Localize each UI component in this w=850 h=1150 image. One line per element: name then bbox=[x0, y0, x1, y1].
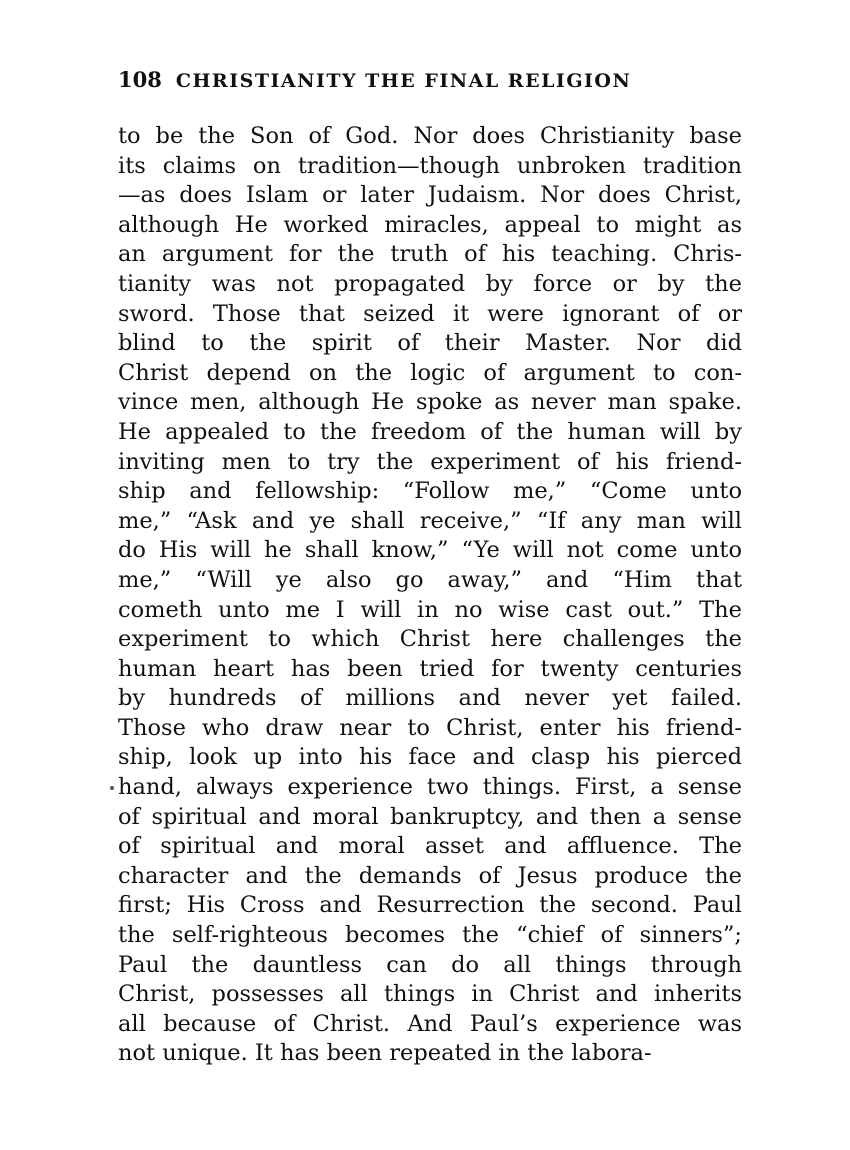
text-line: of spiritual and moral asset and affluence. The bbox=[118, 833, 742, 860]
text-line: by hundreds of millions and never yet failed. bbox=[118, 685, 742, 712]
text-line: hand, always experience two things. First, a sense bbox=[118, 774, 742, 801]
text-line: human heart has been tried for twenty centuries bbox=[118, 655, 742, 682]
text-line: cometh unto me I will in no wise cast out.” The bbox=[118, 596, 742, 623]
print-speck bbox=[110, 786, 114, 790]
text-line: experiment to which Christ here challenges the bbox=[118, 626, 742, 653]
text-line: Christ depend on the logic of argument to con- bbox=[118, 359, 742, 386]
text-line: ship, look up into his face and clasp his pierced bbox=[118, 744, 742, 771]
text-line: vince men, although He spoke as never man spake. bbox=[118, 389, 742, 416]
text-line: Paul the dauntless can do all things through bbox=[118, 951, 742, 978]
text-line: character and the demands of Jesus produce the bbox=[118, 862, 742, 889]
text-line: Those who draw near to Christ, enter his friend- bbox=[118, 714, 742, 741]
text-line: me,” “Ask and ye shall receive,” “If any man will bbox=[118, 507, 742, 534]
text-line: He appealed to the freedom of the human will by bbox=[118, 418, 742, 445]
text-line: blind to the spirit of their Master. Nor did bbox=[118, 330, 742, 357]
text-line: although He worked miracles, appeal to might as bbox=[118, 211, 742, 238]
text-line: Christ, possesses all things in Christ and inherits bbox=[118, 981, 742, 1008]
text-line: ship and fellowship: “Follow me,” “Come unto bbox=[118, 478, 742, 505]
text-line: first; His Cross and Resurrection the second. Paul bbox=[118, 892, 742, 919]
text-line: all because of Christ. And Paul’s experience was bbox=[118, 1010, 742, 1037]
running-head bbox=[118, 66, 758, 95]
text-line: tianity was not propagated by force or by the bbox=[118, 270, 742, 297]
text-line: not unique. It has been repeated in the labora- bbox=[118, 1040, 652, 1067]
text-line: an argument for the truth of his teaching. Chris- bbox=[118, 241, 742, 268]
text-line: of spiritual and moral bankruptcy, and then a sense bbox=[118, 803, 742, 830]
text-line: sword. Those that seized it were ignorant of or bbox=[118, 300, 742, 327]
text-line: inviting men to try the experiment of his friend- bbox=[118, 448, 742, 475]
text-line: to be the Son of God. Nor does Christianity base bbox=[118, 123, 742, 149]
text-line: —as does Islam or later Judaism. Nor does Christ, bbox=[118, 182, 742, 209]
text-line: the self-righteous becomes the “chief of sinners”; bbox=[118, 922, 742, 949]
text-line: its claims on tradition—though unbroken tradition bbox=[118, 152, 742, 179]
text-line: do His will he shall know,” “Ye will not come unto bbox=[118, 537, 742, 564]
text-line: me,” “Will ye also go away,” and “Him that bbox=[118, 566, 742, 593]
page-number: 108 bbox=[118, 67, 162, 92]
running-title: CHRISTIANITY THE FINAL RELIGION bbox=[175, 70, 632, 92]
body-text bbox=[118, 122, 742, 1069]
